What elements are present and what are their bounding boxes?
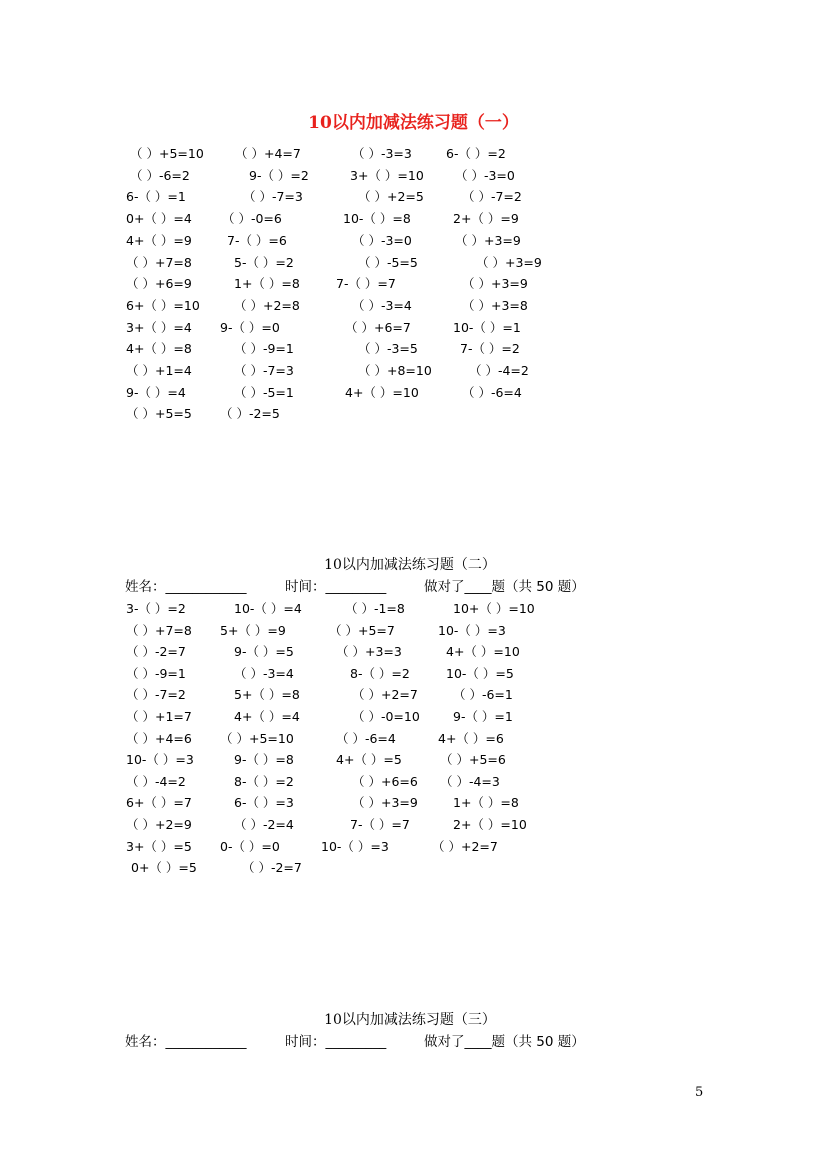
score-field-label: 做对了____题（共 50 题）	[424, 579, 585, 595]
name-field-label: 姓名：____________	[125, 1034, 247, 1050]
exercise-item: 9-（ ）=2	[249, 167, 309, 183]
exercise-item: 8-（ ）=2	[234, 773, 294, 789]
exercise-item: 4+（ ）=6	[438, 730, 504, 746]
exercise-item: 6-（ ）=1	[126, 189, 186, 205]
time-field-label: 时间：_________	[285, 579, 387, 595]
exercise-item: （ ）+2=5	[358, 189, 424, 205]
exercise-item: （ ）+2=7	[432, 838, 498, 854]
exercise-item: 10+（ ）=10	[453, 601, 535, 616]
exercise-item: 6+（ ）=10	[126, 297, 200, 313]
exercise-item: 3+（ ）=4	[126, 319, 192, 335]
exercise-item: （ ）-2=7	[242, 860, 302, 876]
exercise-item: （ ）+7=8	[126, 622, 192, 638]
exercise-item: 10-（ ）=5	[446, 665, 514, 681]
exercise-item: （ ）+6=7	[345, 319, 411, 335]
exercise-item: 9-（ ）=0	[220, 319, 280, 335]
exercise-item: （ ）+5=7	[329, 622, 395, 638]
exercise-item: （ ）-6=4	[336, 730, 396, 746]
exercise-item: （ ）+1=4	[126, 363, 192, 378]
exercise-item: （ ）+7=8	[126, 254, 192, 270]
exercise-item: （ ）+5=5	[126, 406, 192, 422]
exercise-item: 10-（ ）=8	[343, 211, 411, 227]
exercise-item: 1+（ ）=8	[453, 795, 519, 811]
exercise-item: 10-（ ）=1	[453, 319, 521, 335]
exercise-item: （ ）-2=7	[126, 644, 186, 660]
exercise-item: 4+（ ）=10	[446, 644, 520, 660]
exercise-item: （ ）-3=4	[352, 297, 412, 313]
exercise-item: 10-（ ）=3	[126, 752, 194, 768]
exercise-item: 6+（ ）=7	[126, 795, 192, 811]
exercise-item: 6-（ ）=2	[446, 146, 506, 161]
exercise-item: 8-（ ）=2	[350, 665, 410, 681]
exercise-item: 7-（ ）=2	[460, 341, 520, 357]
section2-title: 10以内加减法练习题（二）	[324, 557, 496, 573]
exercise-item: 5+（ ）=9	[220, 622, 286, 638]
exercise-item: （ ）+5=6	[440, 752, 506, 768]
exercise-item: （ ）+3=3	[336, 644, 402, 660]
exercise-item: （ ）+3=9	[462, 276, 528, 292]
exercise-item: 4+（ ）=9	[126, 232, 192, 248]
exercise-item: （ ）+5=10	[130, 146, 204, 161]
exercise-item: （ ）-1=8	[345, 601, 405, 616]
exercise-item: 3+（ ）=10	[350, 167, 424, 183]
exercise-item: 9-（ ）=4	[126, 384, 186, 400]
exercise-item: （ ）+2=7	[352, 687, 418, 703]
exercise-item: （ ）+2=8	[234, 297, 300, 313]
exercise-item: （ ）-6=2	[130, 167, 190, 183]
exercise-item: （ ）-3=3	[352, 146, 412, 161]
exercise-item: 10-（ ）=4	[234, 601, 302, 616]
exercise-item: 6-（ ）=3	[234, 795, 294, 811]
exercise-item: （ ）-9=1	[234, 341, 294, 357]
exercise-item: （ ）-4=2	[469, 363, 529, 378]
exercise-item: 2+（ ）=10	[453, 817, 527, 832]
exercise-item: （ ）+5=10	[220, 730, 294, 746]
exercise-item: 0+（ ）=5	[131, 860, 197, 876]
exercise-item: （ ）-7=3	[243, 189, 303, 205]
exercise-item: （ ）-3=4	[234, 665, 294, 681]
exercise-item: 9-（ ）=1	[453, 709, 513, 724]
exercise-item: （ ）-3=5	[358, 341, 418, 357]
exercise-item: （ ）+6=6	[352, 773, 418, 789]
exercise-item: （ ）-5=1	[234, 384, 294, 400]
exercise-item: 7-（ ）=7	[350, 817, 410, 832]
exercise-item: 4+（ ）=4	[234, 709, 300, 724]
exercise-item: 1+（ ）=8	[234, 276, 300, 292]
exercise-item: （ ）-4=2	[126, 773, 186, 789]
exercise-item: 3+（ ）=5	[126, 838, 192, 854]
section3-title: 10以内加减法练习题（三）	[324, 1012, 496, 1028]
exercise-item: （ ）+3=9	[352, 795, 418, 811]
exercise-item: （ ）-3=0	[352, 232, 412, 248]
exercise-item: （ ）-2=5	[220, 406, 280, 422]
exercise-item: 0+（ ）=4	[126, 211, 192, 227]
exercise-item: 7-（ ）=7	[336, 276, 396, 292]
exercise-item: （ ）-0=6	[222, 211, 282, 227]
exercise-item: （ ）+4=6	[126, 730, 192, 746]
exercise-item: （ ）-6=4	[462, 384, 522, 400]
exercise-item: （ ）-7=2	[462, 189, 522, 205]
section1-title: 10以内加减法练习题（一）	[308, 113, 519, 133]
exercise-item: （ ）+2=9	[126, 817, 192, 832]
exercise-item: 7-（ ）=6	[227, 232, 287, 248]
exercise-item: 2+（ ）=9	[453, 211, 519, 227]
name-field-label: 姓名：____________	[125, 579, 247, 595]
exercise-item: （ ）-6=1	[453, 687, 513, 703]
exercise-item: （ ）-5=5	[358, 254, 418, 270]
exercise-item: （ ）+8=10	[358, 363, 432, 378]
time-field-label: 时间：_________	[285, 1034, 387, 1050]
exercise-item: 4+（ ）=10	[345, 384, 419, 400]
exercise-item: （ ）-3=0	[455, 167, 515, 183]
exercise-item: （ ）+3=9	[476, 254, 542, 270]
exercise-item: （ ）+3=9	[455, 232, 521, 248]
exercise-item: 3-（ ）=2	[126, 601, 186, 616]
exercise-item: 0-（ ）=0	[220, 838, 280, 854]
exercise-item: 5+（ ）=8	[234, 687, 300, 703]
exercise-item: （ ）-9=1	[126, 665, 186, 681]
page-number: 5	[695, 1085, 704, 1100]
exercise-item: 5-（ ）=2	[234, 254, 294, 270]
exercise-item: 9-（ ）=8	[234, 752, 294, 768]
exercise-item: （ ）+1=7	[126, 709, 192, 724]
exercise-item: （ ）-7=2	[126, 687, 186, 703]
score-field-label: 做对了____题（共 50 题）	[424, 1034, 585, 1050]
exercise-item: 4+（ ）=5	[336, 752, 402, 768]
exercise-item: 9-（ ）=5	[234, 644, 294, 660]
exercise-item: 4+（ ）=8	[126, 341, 192, 357]
exercise-item: 10-（ ）=3	[438, 622, 506, 638]
exercise-item: 10-（ ）=3	[321, 838, 389, 854]
exercise-item: （ ）-2=4	[234, 817, 294, 832]
exercise-item: （ ）+4=7	[235, 146, 301, 161]
exercise-item: （ ）-0=10	[352, 709, 420, 724]
exercise-item: （ ）+6=9	[126, 276, 192, 292]
exercise-item: （ ）-4=3	[440, 773, 500, 789]
exercise-item: （ ）-7=3	[234, 363, 294, 378]
exercise-item: （ ）+3=8	[462, 297, 528, 313]
